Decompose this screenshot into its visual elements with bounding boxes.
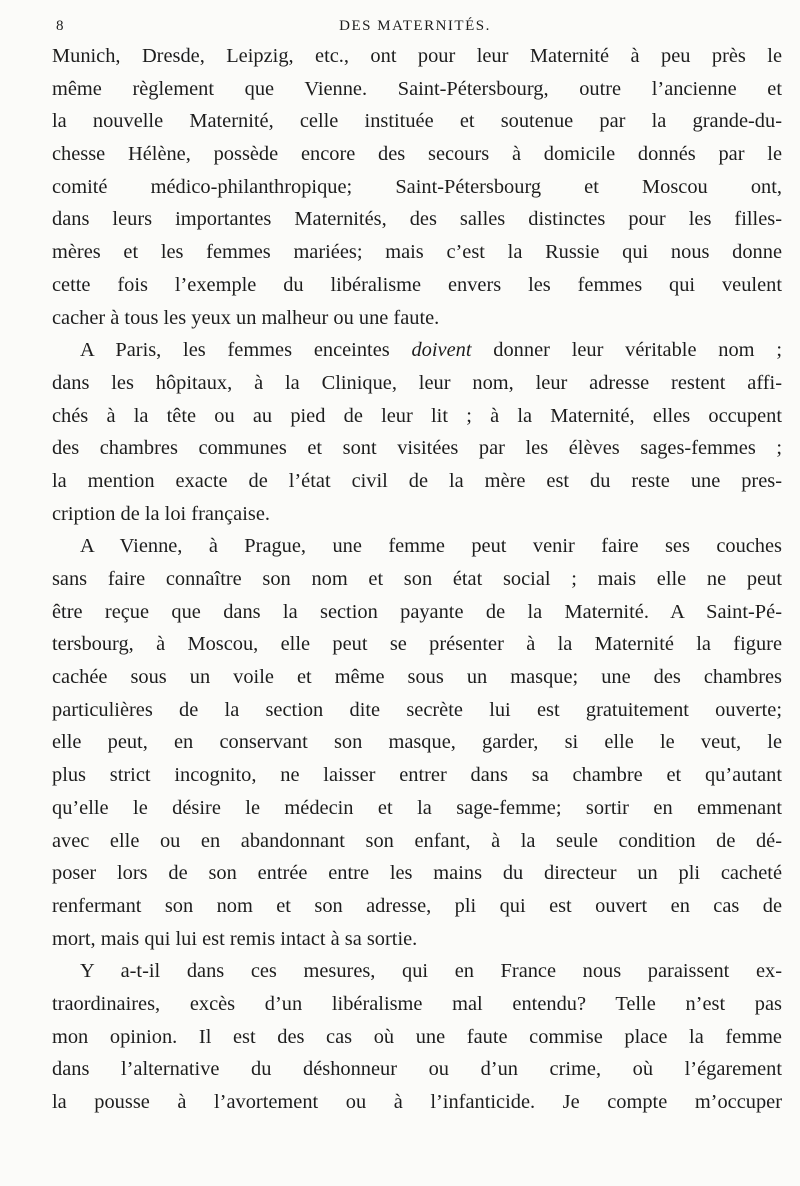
text-line: cachée sous un voile et même sous un masque; une des chambres (52, 666, 782, 689)
text-line: dans l’alternative du déshonneur ou d’un crime, où l’égarement (52, 1058, 782, 1081)
text-line: tersbourg, à Moscou, elle peut se présenter à la Maternité la figure (52, 633, 782, 656)
text-run: A Paris, les femmes enceintes (80, 339, 412, 362)
text-line: cette fois l’exemple du libéralisme envers les femmes qui veulent (52, 273, 782, 296)
text-line: chesse Hélène, possède encore des secours à domicile donnés par le (52, 143, 782, 166)
text-line: mon opinion. Il est des cas où une faute commise place la femme (52, 1025, 782, 1048)
text-line: la nouvelle Maternité, celle instituée et soutenue par la grande-du- (52, 110, 782, 133)
text-line: elle peut, en conservant son masque, garder, si elle le veut, le (52, 731, 782, 754)
text-line: dans les hôpitaux, à la Clinique, leur nom, leur adresse restent affi- (52, 371, 782, 394)
text-line: renfermant son nom et son adresse, pli qui est ouvert en cas de (52, 894, 782, 917)
text-line: mort, mais qui lui est remis intact à sa sortie. (52, 927, 418, 950)
text-line: Munich, Dresde, Leipzig, etc., ont pour leur Maternité à peu près le (52, 45, 782, 67)
body-text (52, 40, 782, 1119)
text-line: cription de la loi française. (52, 502, 270, 525)
text-run: donner leur véritable nom ; (471, 339, 782, 362)
text-line: être reçue que dans la section payante de la Maternité. A Saint-Pé- (52, 600, 782, 623)
text-line: qu’elle le désire le médecin et la sage-femme; sortir en emmenant (52, 796, 782, 819)
text-line: A Vienne, à Prague, une femme peut venir faire ses couches (80, 535, 782, 558)
text-line: chés à la tête ou au pied de leur lit ; à la Maternité, elles occupent (52, 404, 782, 427)
text-line: poser lors de son entrée entre les mains du directeur un pli cacheté (52, 862, 782, 885)
text-line: la mention exacte de l’état civil de la mère est du reste une pres- (52, 469, 782, 492)
text-line: cacher à tous les yeux un malheur ou une faute. (52, 306, 440, 329)
text-line: la pousse à l’avortement ou à l’infanticide. Je compte m’occuper (52, 1091, 782, 1113)
text-line: avec elle ou en abandonnant son enfant, à la seule condition de dé- (52, 829, 782, 852)
page-number: 8 (56, 18, 64, 34)
text-line: comité médico-philanthropique; Saint-Pétersbourg et Moscou ont, (52, 175, 782, 198)
text-line: dans leurs importantes Maternités, des salles distinctes pour les filles- (52, 208, 782, 231)
page-header (52, 16, 748, 42)
running-title: DES MATERNITÉS. (339, 18, 491, 34)
text-line (52, 334, 782, 367)
text-line: sans faire connaître son nom et son état social ; mais elle ne peut (52, 568, 782, 590)
text-line: particulières de la section dite secrète lui est gratuitement ouverte; (52, 698, 782, 721)
text-line: des chambres communes et sont visitées par les élèves sages-femmes ; (52, 437, 782, 460)
text-line: même règlement que Vienne. Saint-Pétersbourg, outre l’ancienne et (52, 77, 782, 100)
text-line: plus strict incognito, ne laisser entrer dans sa chambre et qu’autant (52, 764, 782, 787)
text-line: mères et les femmes mariées; mais c’est la Russie qui nous donne (52, 241, 782, 264)
text-line: Y a-t-il dans ces mesures, qui en France nous paraissent ex- (80, 960, 782, 983)
emphasis-text: doivent (411, 339, 472, 362)
text-line: traordinaires, excès d’un libéralisme mal entendu? Telle n’est pas (52, 992, 782, 1015)
